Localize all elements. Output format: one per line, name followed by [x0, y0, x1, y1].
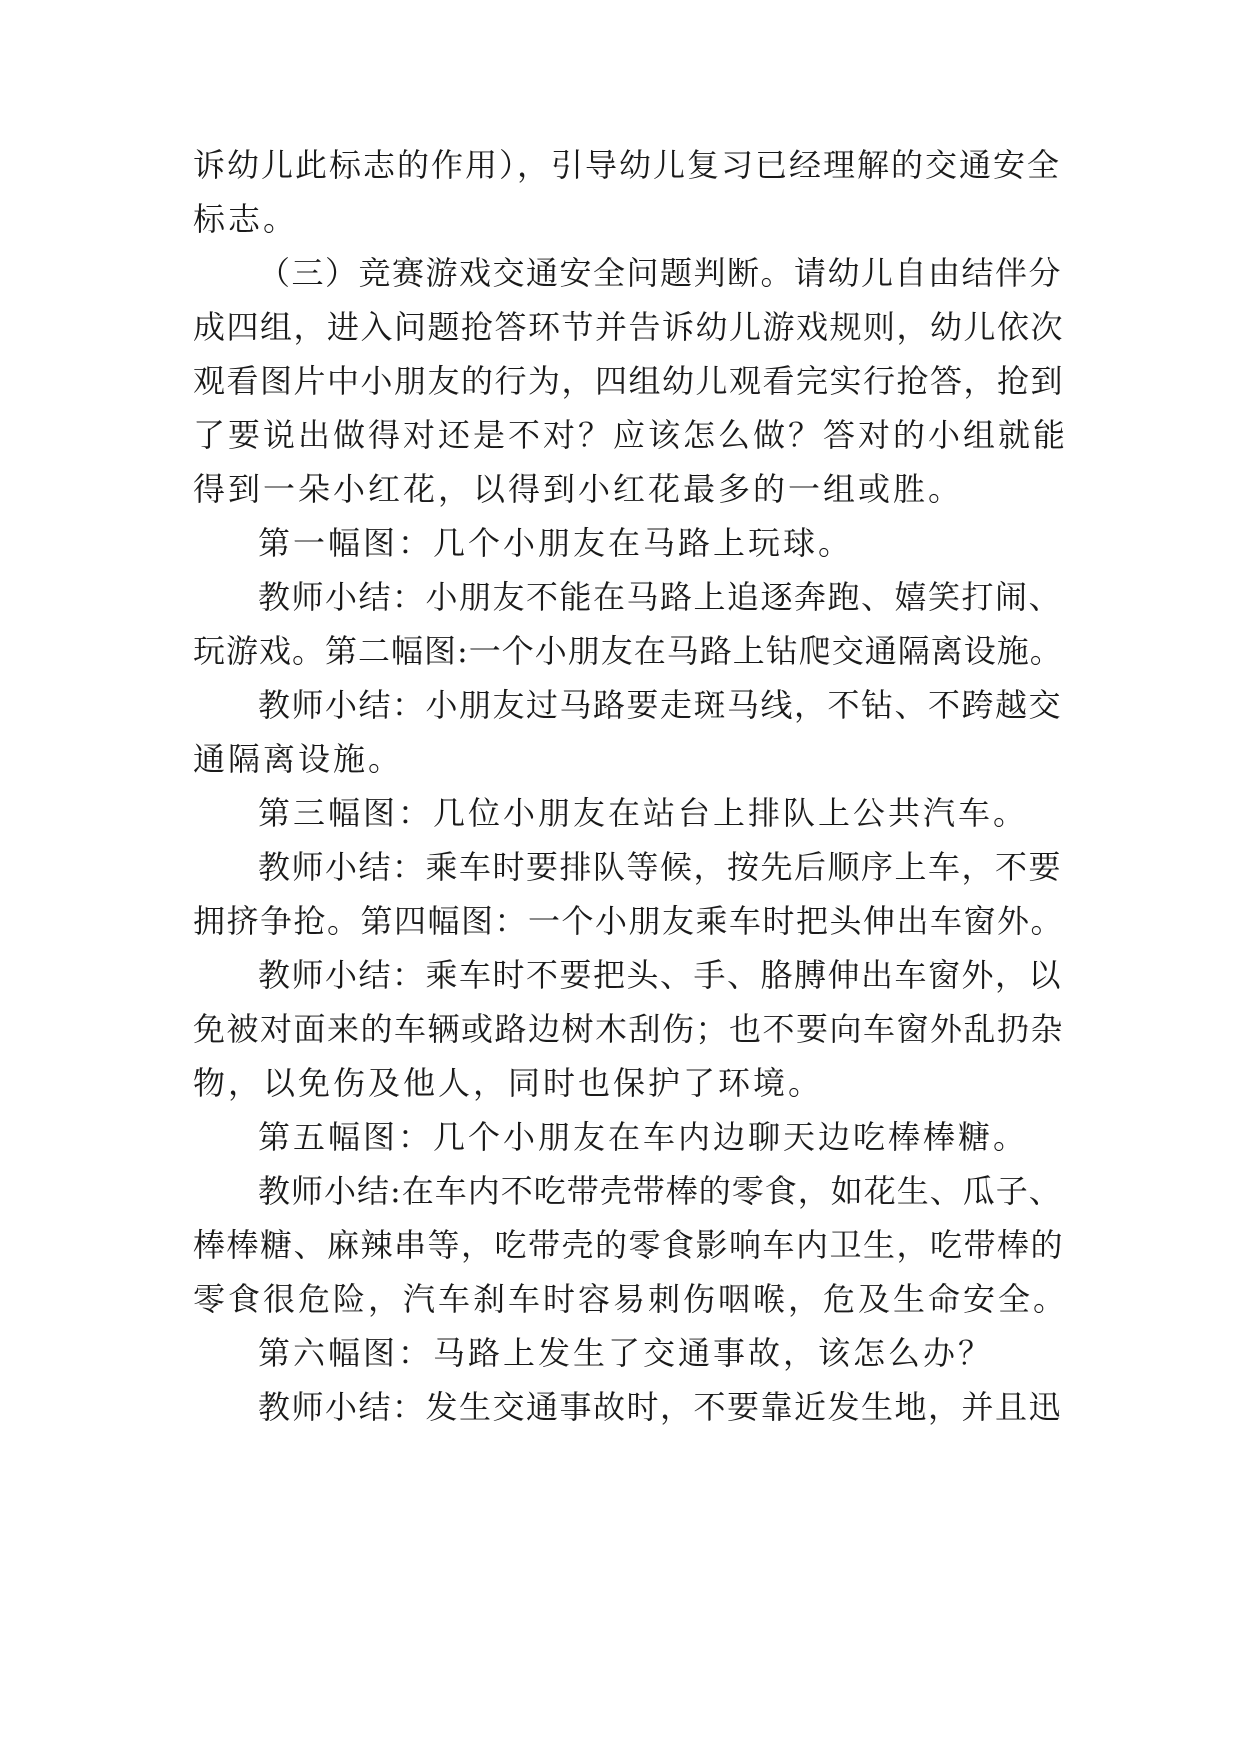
section-heading-line: （三）竞赛游戏交通安全问题判断。请幼儿自由结伴分	[258, 254, 1063, 292]
text-line: 教师小结：小朋友不能在马路上追逐奔跑、嬉笑打闹、	[258, 578, 1063, 616]
text-line: 棒棒糖、麻辣串等，吃带壳的零食影响车内卫生，吃带棒的	[193, 1226, 1065, 1264]
text-line: 物，以免伤及他人，同时也保护了环境。	[193, 1064, 824, 1102]
text-line: 通隔离设施。	[193, 740, 404, 778]
text-line: 得到一朵小红花，以得到小红花最多的一组或胜。	[193, 470, 964, 508]
text-line: 零食很危险，汽车刹车时容易刺伤咽喉，危及生命安全。	[193, 1280, 1069, 1318]
text-line: 教师小结：发生交通事故时，不要靠近发生地，并且迅	[258, 1388, 1063, 1426]
text-line: 第一幅图：几个小朋友在马路上玩球。	[258, 524, 854, 562]
text-line: 玩游戏。第二幅图:一个小朋友在马路上钻爬交通隔离设施。	[193, 632, 1063, 670]
text-line: 教师小结:在车内不吃带壳带棒的零食，如花生、瓜子、	[258, 1172, 1062, 1210]
text-line: 了要说出做得对还是不对？应该怎么做？答对的小组就能	[193, 416, 1069, 454]
text-line: 免被对面来的车辆或路边树木刮伤；也不要向车窗外乱扔杂	[193, 1010, 1065, 1048]
text-line: 教师小结：小朋友过马路要走斑马线，不钻、不跨越交	[258, 686, 1063, 724]
text-line: 标志。	[193, 200, 299, 238]
text-line: 拥挤争抢。第四幅图：一个小朋友乘车时把头伸出车窗外。	[193, 902, 1065, 940]
text-line: 教师小结：乘车时不要把头、手、胳膊伸出车窗外，以	[258, 956, 1063, 994]
text-line: 第六幅图：马路上发生了交通事故，该怎么办？	[258, 1334, 994, 1372]
text-line: 第五幅图：几个小朋友在车内边聊天边吃棒棒糖。	[258, 1118, 1029, 1156]
text-line: 教师小结：乘车时要排队等候，按先后顺序上车，不要	[258, 848, 1063, 886]
text-line: 观看图片中小朋友的行为，四组幼儿观看完实行抢答，抢到	[193, 362, 1065, 400]
text-line: 诉幼儿此标志的作用），引导幼儿复习已经理解的交通安全	[193, 146, 1062, 184]
text-line: 成四组，进入问题抢答环节并告诉幼儿游戏规则，幼儿依次	[193, 308, 1065, 346]
text-line: 第三幅图：几位小朋友在站台上排队上公共汽车。	[258, 794, 1029, 832]
